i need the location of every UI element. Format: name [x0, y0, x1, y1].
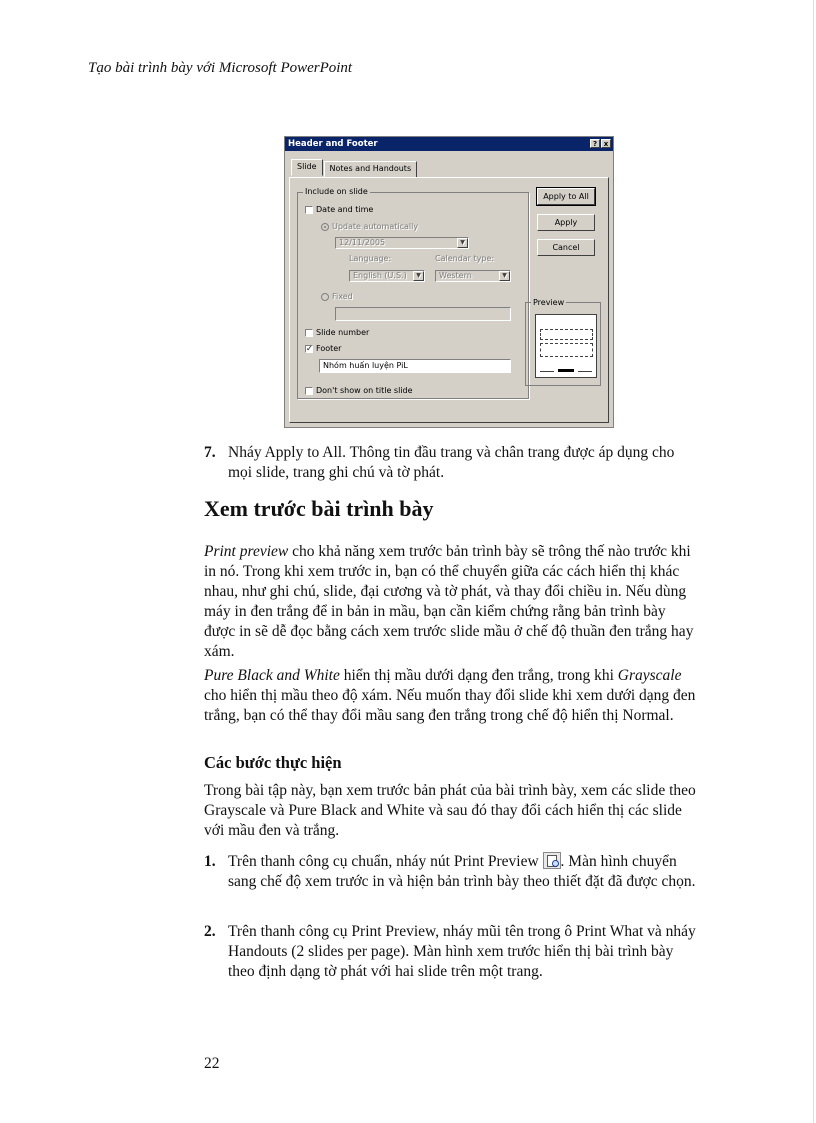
preview-label: Preview: [533, 298, 565, 307]
step-text: Trên thanh công cụ Print Preview, nháy mũi tên trong ô Print What và nháy Handouts (2 slides per page). Màn hình xem trước hiển thị bài trình bày theo định dạng tờ phát với hai slide trên một trang.: [228, 923, 696, 980]
tab-slide[interactable]: Slide: [291, 159, 323, 176]
apply-button[interactable]: Apply: [537, 214, 595, 231]
section-heading: Xem trước bài trình bày: [204, 496, 434, 521]
italic-term: Pure Black and White: [204, 667, 340, 684]
date-select[interactable]: [335, 237, 469, 249]
step-1: [204, 852, 700, 892]
step-number: 7.: [204, 444, 216, 461]
cancel-button[interactable]: Cancel: [537, 239, 595, 256]
radio-dot[interactable]: [321, 223, 329, 231]
step-2: [204, 922, 700, 982]
step-number: 1.: [204, 853, 216, 870]
dont-show-title-label: Don't show on title slide: [316, 386, 413, 395]
paragraph-black-white: [204, 666, 700, 726]
preview-body-placeholder: [540, 343, 593, 357]
language-value: English (U.S.): [353, 271, 407, 280]
language-label: Language:: [349, 254, 392, 263]
help-button[interactable]: ?: [590, 139, 600, 148]
header-footer-dialog: [284, 136, 614, 428]
fixed-radio[interactable]: [321, 292, 353, 301]
apply-to-all-button[interactable]: Apply to All: [537, 188, 595, 205]
footer-label: Footer: [316, 344, 342, 353]
slide-number-label: Slide number: [316, 328, 370, 337]
page-edge-rule: [813, 0, 814, 1123]
check-icon[interactable]: ✓: [306, 343, 313, 353]
calendar-type-label: Calendar type:: [435, 254, 495, 263]
paragraph-print-preview: [204, 542, 700, 662]
running-header: Tạo bài trình bày với Microsoft PowerPoint: [88, 60, 353, 76]
dialog-tabs: [291, 161, 418, 178]
close-button[interactable]: x: [601, 139, 611, 148]
chevron-down-icon[interactable]: ▼: [499, 271, 510, 281]
footer-text-input[interactable]: Nhóm huấn luyện PiL: [319, 359, 511, 373]
paragraph-text: cho khả năng xem trước bản trình bày sẽ trông thế nào trước khi in nó. Trong khi xem trước in, bạn có thể chuyển giữa các cách hiển thị khác nhau, như ghi chú, slide, đại cương và tờ phát, và thay đổi chiều in. Nếu dùng máy in đen trắng để in bản in mầu, bạn cần kiểm chứng rằng bản trình bày được in sẽ dễ đọc bằng cách xem trước slide mầu ở chế độ thuần đen trắng hay xám.: [204, 543, 694, 660]
print-preview-icon: [543, 852, 561, 869]
step-number: 2.: [204, 923, 216, 940]
paragraph-exercise: Trong bài tập này, bạn xem trước bản phát của bài trình bày, xem các slide theo Grayscale và Pure Black and White và sau đó thay đổi cách hiển thị các slide với mầu đen và trắng.: [204, 782, 696, 839]
preview-header-placeholder: [540, 329, 593, 340]
radio-dot[interactable]: [321, 293, 329, 301]
preview-thumbnail: [535, 314, 597, 378]
step-text: . Màn hình chuyển sang chế độ xem trước in và hiện bản trình bày theo thiết đặt đã được chọn.: [228, 853, 696, 890]
tab-notes-and-handouts[interactable]: Notes and Handouts: [324, 161, 418, 178]
dont-show-title-checkbox[interactable]: [305, 386, 413, 395]
fixed-input[interactable]: [335, 307, 511, 321]
preview-number-mark: [578, 371, 592, 372]
footer-checkbox[interactable]: [305, 344, 341, 353]
slide-number-checkbox[interactable]: [305, 328, 369, 337]
paragraph-text: cho hiển thị mầu theo độ xám. Nếu muốn thay đổi slide khi xem dưới dạng đen trắng, bạn có thể thay đổi mầu sang đen trắng trong chế độ hiển thị Normal.: [204, 687, 696, 724]
italic-term: Grayscale: [617, 667, 682, 684]
date-value: 12/11/2005: [339, 238, 386, 247]
preview-footer-mark: [558, 369, 574, 372]
preview-date-mark: [540, 371, 554, 372]
calendar-value: Western: [439, 271, 472, 280]
update-automatically-label: Update automatically: [332, 222, 419, 231]
subheading: Các bước thực hiện: [204, 753, 342, 772]
step-text: Trên thanh công cụ chuẩn, nháy nút Print Preview: [228, 853, 543, 870]
calendar-select[interactable]: [435, 270, 511, 282]
chevron-down-icon[interactable]: ▼: [457, 238, 468, 248]
dialog-title: Header and Footer: [288, 139, 378, 149]
checkbox-box[interactable]: [305, 387, 313, 395]
date-time-label: Date and time: [316, 205, 374, 214]
italic-term: Print preview: [204, 543, 289, 560]
update-automatically-radio[interactable]: [321, 222, 418, 231]
step-7: [204, 443, 700, 483]
page-number: 22: [204, 1055, 220, 1072]
date-time-checkbox[interactable]: [305, 205, 373, 214]
step-text: Nháy Apply to All. Thông tin đầu trang và chân trang được áp dụng cho mọi slide, trang ghi chú và tờ phát.: [228, 444, 675, 481]
group-label: Include on slide: [305, 187, 368, 196]
checkbox-box[interactable]: [305, 329, 313, 337]
language-select[interactable]: [349, 270, 425, 282]
paragraph-text: hiển thị mầu dưới dạng đen trắng, trong khi: [339, 667, 618, 684]
checkbox-box[interactable]: [305, 206, 313, 214]
dialog-titlebar: [285, 137, 613, 151]
fixed-label: Fixed: [332, 292, 353, 301]
chevron-down-icon[interactable]: ▼: [413, 271, 424, 281]
